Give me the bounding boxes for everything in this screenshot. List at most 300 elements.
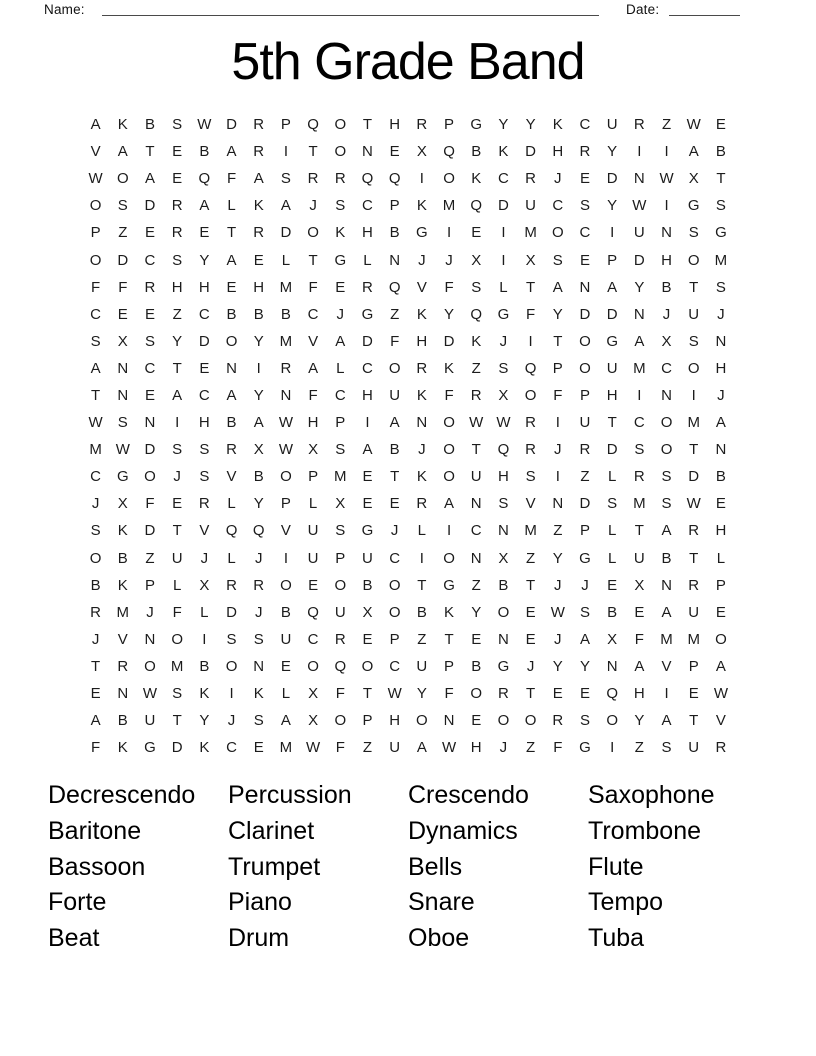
- grid-letter: Q: [225, 522, 238, 540]
- grid-letter: T: [553, 332, 563, 350]
- grid-letter: W: [142, 685, 158, 703]
- grid-letter: W: [278, 441, 293, 459]
- grid-letter: J: [717, 305, 725, 323]
- grid-letter: B: [253, 305, 264, 323]
- grid-letter: G: [497, 305, 510, 323]
- grid-letter: K: [416, 468, 427, 486]
- grid-letter: Q: [334, 657, 347, 675]
- grid-letter: W: [197, 116, 212, 134]
- grid-letter: B: [607, 603, 618, 621]
- grid-letter: V: [117, 630, 128, 648]
- grid-letter: A: [308, 359, 319, 377]
- grid-letter: C: [362, 197, 373, 215]
- grid-letter: E: [144, 305, 155, 323]
- grid-letter: G: [497, 657, 510, 675]
- grid-letter: U: [416, 657, 428, 675]
- grid-letter: V: [90, 143, 101, 161]
- grid-letter: P: [444, 657, 455, 675]
- grid-letter: A: [552, 278, 563, 296]
- grid-letter: L: [172, 576, 182, 594]
- grid-letter: C: [144, 251, 156, 269]
- grid-letter: Q: [198, 170, 211, 188]
- grid-letter: M: [524, 522, 537, 540]
- grid-letter: P: [280, 116, 291, 134]
- grid-letter: J: [309, 197, 317, 215]
- grid-letter: I: [610, 739, 615, 757]
- grid-letter: V: [661, 657, 672, 675]
- grid-letter: O: [144, 468, 156, 486]
- grid-letter: N: [661, 224, 672, 242]
- grid-letter: R: [362, 278, 373, 296]
- grid-letter: F: [634, 630, 644, 648]
- grid-letter: S: [688, 224, 699, 242]
- grid-letter: O: [280, 468, 292, 486]
- grid-letter: Z: [417, 630, 427, 648]
- grid-letter: A: [335, 332, 346, 350]
- grid-letter: G: [144, 739, 156, 757]
- grid-letter: N: [443, 712, 455, 730]
- grid-letter: I: [637, 386, 642, 404]
- grid-letter: L: [227, 549, 236, 567]
- grid-letter: A: [634, 332, 645, 350]
- grid-letter: R: [253, 224, 265, 242]
- grid-letter: Z: [172, 305, 182, 323]
- grid-letter: R: [253, 576, 265, 594]
- grid-letter: O: [388, 576, 401, 594]
- grid-letter: N: [144, 630, 156, 648]
- grid-letter: W: [115, 441, 130, 459]
- word-list-item: Snare: [408, 888, 475, 917]
- grid-letter: R: [688, 522, 700, 540]
- grid-letter: D: [525, 143, 537, 161]
- grid-letter: Q: [470, 197, 483, 215]
- grid-letter: A: [416, 739, 427, 757]
- grid-letter: U: [389, 386, 401, 404]
- grid-letter: C: [362, 359, 373, 377]
- grid-letter: X: [335, 495, 346, 513]
- grid-letter: E: [117, 305, 128, 323]
- grid-letter: S: [552, 251, 563, 269]
- grid-letter: T: [526, 576, 536, 594]
- grid-letter: T: [308, 143, 318, 161]
- grid-letter: J: [662, 305, 671, 323]
- grid-letter: Q: [470, 305, 483, 323]
- grid-letter: N: [117, 359, 129, 377]
- grid-letter: S: [226, 630, 237, 648]
- grid-letter: J: [554, 441, 562, 459]
- grid-letter: Y: [199, 712, 210, 730]
- grid-letter: A: [226, 251, 237, 269]
- grid-letter: B: [199, 657, 210, 675]
- grid-letter: O: [497, 603, 510, 621]
- grid-letter: R: [633, 116, 645, 134]
- grid-letter: O: [551, 224, 564, 242]
- grid-letter: A: [90, 712, 101, 730]
- grid-letter: T: [226, 224, 237, 242]
- grid-letter: U: [688, 305, 700, 323]
- grid-letter: E: [471, 630, 482, 648]
- grid-letter: B: [199, 143, 210, 161]
- grid-letter: S: [172, 685, 183, 703]
- grid-letter: F: [145, 495, 155, 513]
- grid-letter: T: [172, 522, 182, 540]
- grid-letter: B: [498, 576, 509, 594]
- grid-letter: B: [416, 603, 427, 621]
- grid-letter: N: [715, 332, 727, 350]
- grid-letter: E: [280, 657, 291, 675]
- grid-letter: H: [715, 522, 727, 540]
- grid-letter: E: [715, 495, 726, 513]
- grid-letter: J: [418, 441, 426, 459]
- grid-letter: T: [526, 685, 536, 703]
- grid-letter: M: [442, 197, 456, 215]
- grid-letter: Z: [145, 549, 155, 567]
- grid-letter: E: [715, 603, 726, 621]
- grid-letter: R: [497, 685, 509, 703]
- grid-letter: K: [416, 305, 427, 323]
- grid-letter: L: [607, 549, 617, 567]
- grid-letter: F: [553, 739, 563, 757]
- grid-letter: U: [606, 359, 618, 377]
- grid-letter: T: [390, 468, 400, 486]
- grid-letter: M: [170, 657, 184, 675]
- grid-letter: Z: [526, 739, 536, 757]
- word-list-item: Trumpet: [228, 852, 321, 881]
- grid-letter: S: [607, 495, 618, 513]
- grid-letter: R: [226, 441, 237, 459]
- grid-letter: N: [253, 657, 265, 675]
- grid-letter: J: [254, 603, 263, 621]
- grid-letter: D: [606, 305, 618, 323]
- grid-letter: Y: [253, 386, 264, 404]
- grid-letter: I: [501, 251, 506, 269]
- grid-letter: Y: [552, 549, 563, 567]
- grid-letter: K: [444, 359, 455, 377]
- grid-letter: H: [606, 386, 618, 404]
- grid-letter: E: [525, 630, 536, 648]
- grid-letter: J: [227, 712, 236, 730]
- grid-letter: E: [471, 224, 482, 242]
- grid-letter: Q: [497, 441, 510, 459]
- grid-letter: H: [362, 224, 373, 242]
- grid-letter: R: [226, 576, 237, 594]
- grid-letter: R: [171, 224, 183, 242]
- grid-letter: Y: [525, 116, 536, 134]
- grid-letter: B: [661, 278, 672, 296]
- grid-letter: H: [362, 386, 373, 404]
- grid-letter: M: [279, 278, 293, 296]
- grid-letter: T: [308, 251, 318, 269]
- grid-letter: C: [633, 414, 645, 432]
- grid-letter: K: [471, 332, 482, 350]
- grid-letter: U: [633, 549, 645, 567]
- grid-letter: O: [524, 386, 537, 404]
- word-list-item: Forte: [48, 888, 107, 917]
- grid-letter: A: [389, 414, 400, 432]
- grid-letter: C: [307, 630, 319, 648]
- grid-letter: B: [144, 116, 155, 134]
- grid-letter: X: [498, 549, 509, 567]
- word-list-item: Oboe: [408, 924, 470, 953]
- grid-letter: T: [145, 143, 155, 161]
- grid-letter: O: [660, 414, 673, 432]
- grid-letter: U: [334, 603, 346, 621]
- grid-letter: A: [362, 441, 373, 459]
- grid-letter: S: [172, 441, 183, 459]
- grid-letter: Y: [172, 332, 183, 350]
- grid-letter: T: [172, 712, 182, 730]
- grid-letter: N: [362, 143, 373, 161]
- grid-letter: F: [444, 685, 454, 703]
- grid-letter: N: [144, 414, 156, 432]
- grid-letter: W: [686, 116, 701, 134]
- grid-letter: E: [253, 251, 264, 269]
- grid-letter: G: [579, 549, 591, 567]
- grid-letter: O: [388, 359, 401, 377]
- word-list-item: Baritone: [48, 816, 142, 845]
- grid-letter: M: [524, 224, 537, 242]
- grid-letter: U: [171, 549, 183, 567]
- grid-letter: J: [173, 468, 181, 486]
- grid-letter: R: [633, 468, 645, 486]
- name-label: Name:: [44, 2, 85, 17]
- grid-letter: K: [117, 116, 128, 134]
- grid-letter: J: [254, 549, 263, 567]
- grid-letter: M: [116, 603, 130, 621]
- grid-letter: S: [117, 414, 128, 432]
- grid-letter: N: [633, 170, 645, 188]
- grid-letter: V: [280, 522, 291, 540]
- grid-letter: S: [688, 332, 699, 350]
- grid-letter: S: [498, 495, 509, 513]
- grid-letter: P: [579, 386, 590, 404]
- grid-letter: C: [661, 359, 672, 377]
- grid-letter: P: [90, 224, 101, 242]
- grid-letter: P: [362, 712, 373, 730]
- grid-letter: A: [199, 197, 210, 215]
- grid-letter: A: [661, 603, 672, 621]
- grid-letter: B: [471, 143, 482, 161]
- grid-letter: O: [307, 224, 319, 242]
- grid-letter: O: [443, 468, 455, 486]
- grid-letter: U: [688, 739, 700, 757]
- grid-letter: I: [501, 224, 506, 242]
- grid-letter: I: [610, 224, 615, 242]
- grid-letter: E: [362, 630, 373, 648]
- grid-letter: S: [471, 278, 482, 296]
- grid-letter: O: [687, 359, 700, 377]
- grid-letter: O: [89, 251, 102, 269]
- grid-letter: N: [606, 657, 618, 675]
- grid-letter: I: [555, 414, 560, 432]
- grid-letter: M: [633, 495, 646, 513]
- grid-letter: S: [199, 441, 210, 459]
- grid-letter: C: [497, 170, 509, 188]
- grid-letter: C: [579, 116, 591, 134]
- grid-letter: R: [253, 116, 265, 134]
- grid-letter: P: [579, 522, 590, 540]
- grid-letter: S: [90, 332, 101, 350]
- grid-letter: W: [496, 414, 511, 432]
- grid-letter: S: [579, 197, 590, 215]
- grid-letter: S: [144, 332, 155, 350]
- word-list-item: Piano: [228, 888, 292, 917]
- grid-letter: P: [688, 657, 699, 675]
- grid-letter: T: [689, 278, 699, 296]
- grid-letter: Z: [390, 305, 400, 323]
- grid-letter: Z: [526, 549, 536, 567]
- grid-letter: N: [715, 441, 727, 459]
- grid-letter: I: [691, 386, 696, 404]
- grid-letter: K: [117, 522, 128, 540]
- grid-letter: F: [335, 685, 345, 703]
- grid-letter: S: [661, 739, 672, 757]
- grid-letter: C: [144, 359, 156, 377]
- grid-letter: L: [281, 251, 291, 269]
- word-list-column: [408, 778, 529, 957]
- grid-letter: W: [387, 685, 402, 703]
- word-list-item: Trombone: [588, 816, 702, 845]
- word-list-item: Beat: [48, 924, 100, 953]
- grid-letter: U: [525, 197, 537, 215]
- grid-letter: E: [144, 224, 155, 242]
- grid-letter: D: [117, 251, 129, 269]
- grid-letter: H: [470, 739, 482, 757]
- grid-letter: E: [199, 359, 210, 377]
- grid-letter: E: [579, 685, 590, 703]
- grid-letter: R: [525, 414, 537, 432]
- grid-letter: T: [417, 576, 427, 594]
- grid-letter: M: [687, 414, 700, 432]
- grid-letter: O: [416, 712, 428, 730]
- grid-letter: H: [416, 332, 428, 350]
- grid-letter: H: [497, 468, 509, 486]
- grid-letter: A: [226, 143, 237, 161]
- grid-letter: B: [117, 712, 128, 730]
- grid-letter: A: [90, 359, 101, 377]
- grid-letter: Y: [253, 332, 264, 350]
- grid-letter: V: [199, 522, 210, 540]
- grid-letter: F: [526, 305, 536, 323]
- grid-letter: A: [280, 197, 291, 215]
- grid-letter: R: [525, 441, 537, 459]
- grid-letter: E: [144, 386, 155, 404]
- grid-letter: O: [225, 657, 238, 675]
- grid-letter: X: [471, 251, 482, 269]
- grid-letter: H: [715, 359, 727, 377]
- grid-letter: F: [444, 278, 454, 296]
- grid-letter: A: [253, 414, 264, 432]
- grid-letter: O: [225, 332, 238, 350]
- grid-letter: O: [470, 685, 483, 703]
- grid-letter: U: [144, 712, 156, 730]
- grid-letter: Z: [634, 739, 644, 757]
- grid-letter: I: [419, 549, 424, 567]
- grid-letter: E: [172, 495, 183, 513]
- grid-letter: Q: [443, 143, 455, 161]
- grid-letter: O: [687, 251, 700, 269]
- grid-letter: D: [579, 305, 591, 323]
- grid-letter: K: [335, 224, 346, 242]
- grid-letter: Y: [552, 657, 563, 675]
- grid-letter: E: [362, 468, 373, 486]
- grid-letter: R: [171, 197, 183, 215]
- grid-letter: J: [146, 603, 154, 621]
- grid-letter: Y: [607, 197, 618, 215]
- grid-letter: G: [334, 251, 347, 269]
- word-list-item: Percussion: [228, 781, 352, 809]
- word-list-item: Clarinet: [228, 816, 315, 845]
- grid-letter: I: [664, 143, 669, 161]
- grid-letter: B: [226, 305, 237, 323]
- grid-letter: D: [198, 332, 210, 350]
- grid-letter: O: [443, 414, 455, 432]
- grid-letter: N: [497, 630, 509, 648]
- grid-letter: E: [579, 251, 590, 269]
- grid-letter: N: [280, 386, 292, 404]
- grid-letter: R: [307, 170, 319, 188]
- grid-letter: Y: [579, 657, 590, 675]
- grid-letter: V: [525, 495, 536, 513]
- grid-letter: C: [334, 386, 346, 404]
- word-list-item: Decrescendo: [48, 781, 196, 809]
- grid-letter: B: [253, 468, 264, 486]
- grid-letter: N: [117, 685, 129, 703]
- grid-letter: G: [416, 224, 428, 242]
- grid-letter: C: [90, 468, 102, 486]
- grid-letter: A: [172, 386, 183, 404]
- grid-letter: W: [632, 197, 647, 215]
- word-search-grid: [82, 111, 735, 761]
- grid-letter: O: [497, 712, 510, 730]
- grid-letter: O: [144, 657, 156, 675]
- grid-letter: V: [226, 468, 237, 486]
- grid-letter: P: [144, 576, 155, 594]
- grid-letter: K: [199, 685, 210, 703]
- grid-letter: R: [416, 495, 428, 513]
- grid-letter: O: [171, 630, 183, 648]
- grid-letter: X: [607, 630, 618, 648]
- grid-letter: T: [689, 712, 699, 730]
- grid-letter: J: [499, 332, 508, 350]
- grid-letter: U: [307, 549, 319, 567]
- grid-letter: N: [661, 576, 672, 594]
- grid-letter: V: [308, 332, 319, 350]
- grid-letter: I: [175, 414, 180, 432]
- grid-letter: E: [389, 495, 400, 513]
- grid-letter: P: [335, 414, 346, 432]
- word-list-item: Bells: [408, 852, 463, 881]
- grid-letter: U: [606, 116, 618, 134]
- grid-letter: Q: [252, 522, 265, 540]
- grid-letter: B: [90, 576, 101, 594]
- grid-letter: P: [444, 116, 455, 134]
- grid-letter: C: [552, 197, 564, 215]
- grid-letter: X: [117, 332, 128, 350]
- grid-letter: G: [470, 116, 483, 134]
- grid-letter: J: [581, 576, 589, 594]
- grid-letter: I: [446, 224, 452, 242]
- word-list-item: Tempo: [588, 888, 664, 917]
- grid-letter: P: [607, 251, 618, 269]
- grid-letter: O: [280, 576, 292, 594]
- grid-letter: L: [607, 468, 617, 486]
- grid-letter: F: [308, 278, 318, 296]
- grid-letter: F: [444, 386, 454, 404]
- grid-letter: Y: [634, 712, 645, 730]
- grid-letter: D: [688, 468, 700, 486]
- grid-letter: N: [416, 414, 428, 432]
